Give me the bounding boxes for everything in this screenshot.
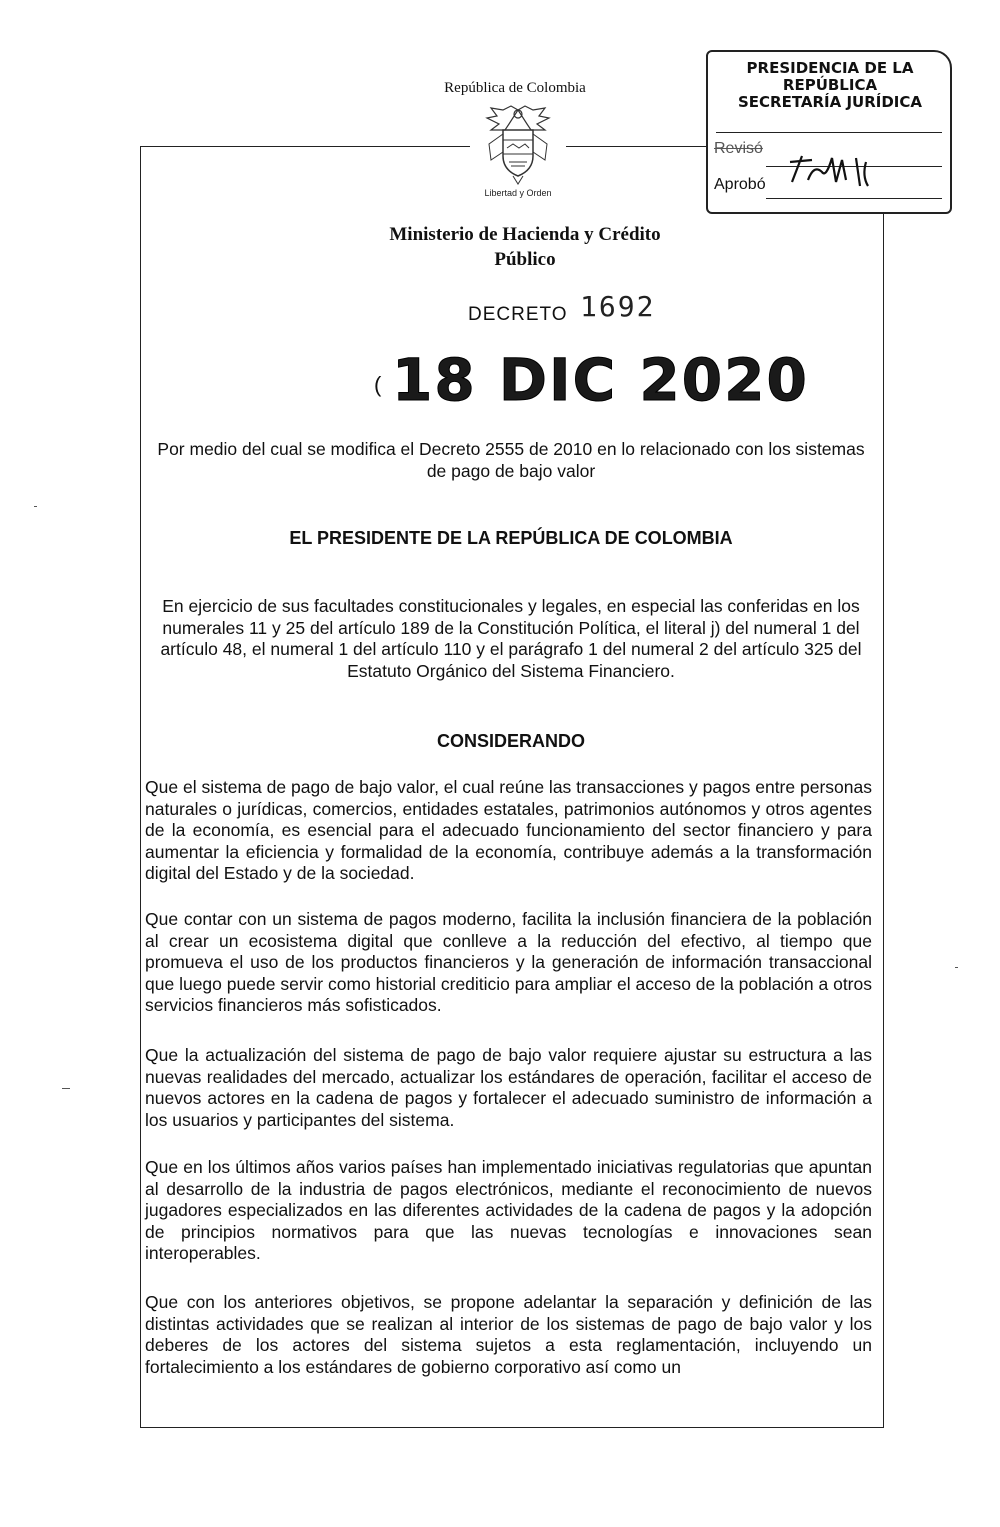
recital-paragraph bbox=[145, 777, 872, 885]
review-stamp bbox=[706, 50, 952, 214]
considerando-heading: CONSIDERANDO bbox=[436, 731, 585, 751]
powers-paragraph: En ejercicio de sus facultades constitucionales y legales, en especial las conferidas en los numerales 11 y 25 del artículo 189 de la Constitución Política, el literal j) del numeral 1 del artículo 48, el numeral 1 del artículo 110 y el parágrafo 1 del numeral 2 del artículo 325 del Estatuto Orgánico del Sistema Financiero. bbox=[160, 596, 862, 681]
ministry-name: Ministerio de Hacienda y Crédito Público bbox=[389, 224, 661, 270]
decree-label: DECRETO bbox=[468, 304, 568, 325]
recital-text: Que con los anteriores objetivos, se propone adelantar la separación y definición de las distintas actividades que se realizan al interior de los sistemas de pago de bajo valor y los deberes de los actores del sistema sujetos a esta reglamentación, incluyendo un fortalecimiento a los estándares de gobierno corporativo así como un bbox=[145, 1292, 872, 1377]
stamp-aprobo-label: Aprobó bbox=[714, 176, 766, 193]
authority-heading: EL PRESIDENTE DE LA REPÚBLICA DE COLOMBIA bbox=[289, 528, 733, 548]
decree-date-stamp: 18 DIC 2020 bbox=[392, 346, 809, 414]
recital-paragraph bbox=[145, 1157, 872, 1265]
scan-speck bbox=[62, 1088, 70, 1089]
scan-speck bbox=[34, 506, 37, 507]
initials-signature-icon bbox=[788, 152, 878, 188]
recital-text: Que la actualización del sistema de pago de bajo valor requiere ajustar su estructura a las nuevas realidades del mercado, actualizar los estándares de operación, facilitar el acceso de nuevos actores en la cadena de pagos y fortalecer el adecuado suministro de información a los usuarios y participantes del sistema. bbox=[145, 1045, 872, 1130]
decree-title: Por medio del cual se modifica el Decreto 2555 de 2010 en lo relacionado con los sistemas de pago de bajo valor bbox=[157, 439, 865, 481]
stamp-divider bbox=[716, 132, 942, 133]
stamp-title-line1: PRESIDENCIA DE LA REPÚBLICA bbox=[746, 59, 914, 94]
country-name: República de Colombia bbox=[444, 80, 586, 96]
crest-motto: Libertad y Orden bbox=[484, 188, 552, 198]
scan-speck bbox=[955, 967, 958, 968]
recital-text: Que el sistema de pago de bajo valor, el cual reúne las transacciones y pagos entre personas naturales o jurídicas, comercios, entidades estatales, patrimonios autónomos y otros agentes de la economía, es esencial para el adecuado funcionamiento del sector financiero y para aumentar la eficiencia y formalidad de la economía, contribuye además a la transformación digital del Estado y de la sociedad. bbox=[145, 777, 872, 883]
decree-number: 1692 bbox=[580, 290, 656, 323]
recital-paragraph bbox=[145, 909, 872, 1017]
recital-paragraph bbox=[145, 1045, 872, 1131]
recital-text: Que contar con un sistema de pagos moderno, facilita la inclusión financiera de la población al crear un ecosistema digital que conlleve a la reducción del efectivo, al tiempo que promueva el uso de los productos financieros y la generación de información transaccional que luego puede servir como historial crediticio para ampliar el acceso de la población a otros servicios financieros más sofisticados. bbox=[145, 909, 872, 1015]
stamp-reviso-label: Revisó bbox=[714, 140, 763, 157]
recital-paragraph bbox=[145, 1292, 872, 1378]
date-paren: ( bbox=[374, 372, 382, 397]
stamp-title bbox=[712, 60, 948, 111]
stamp-title-line2: SECRETARÍA JURÍDICA bbox=[737, 93, 923, 111]
recital-text: Que en los últimos años varios países han implementado iniciativas regulatorias que apuntan al desarrollo de la industria de pagos electrónicos, mediante el reconocimiento de nuevos jugadores especializados en las diferentes actividades de la cadena de pagos y la adopción de principios normativos para que las nuevas tecnologías e innovaciones sean interoperables. bbox=[145, 1157, 872, 1263]
stamp-aprobo-line bbox=[766, 198, 942, 199]
coat-of-arms-icon bbox=[470, 104, 566, 188]
